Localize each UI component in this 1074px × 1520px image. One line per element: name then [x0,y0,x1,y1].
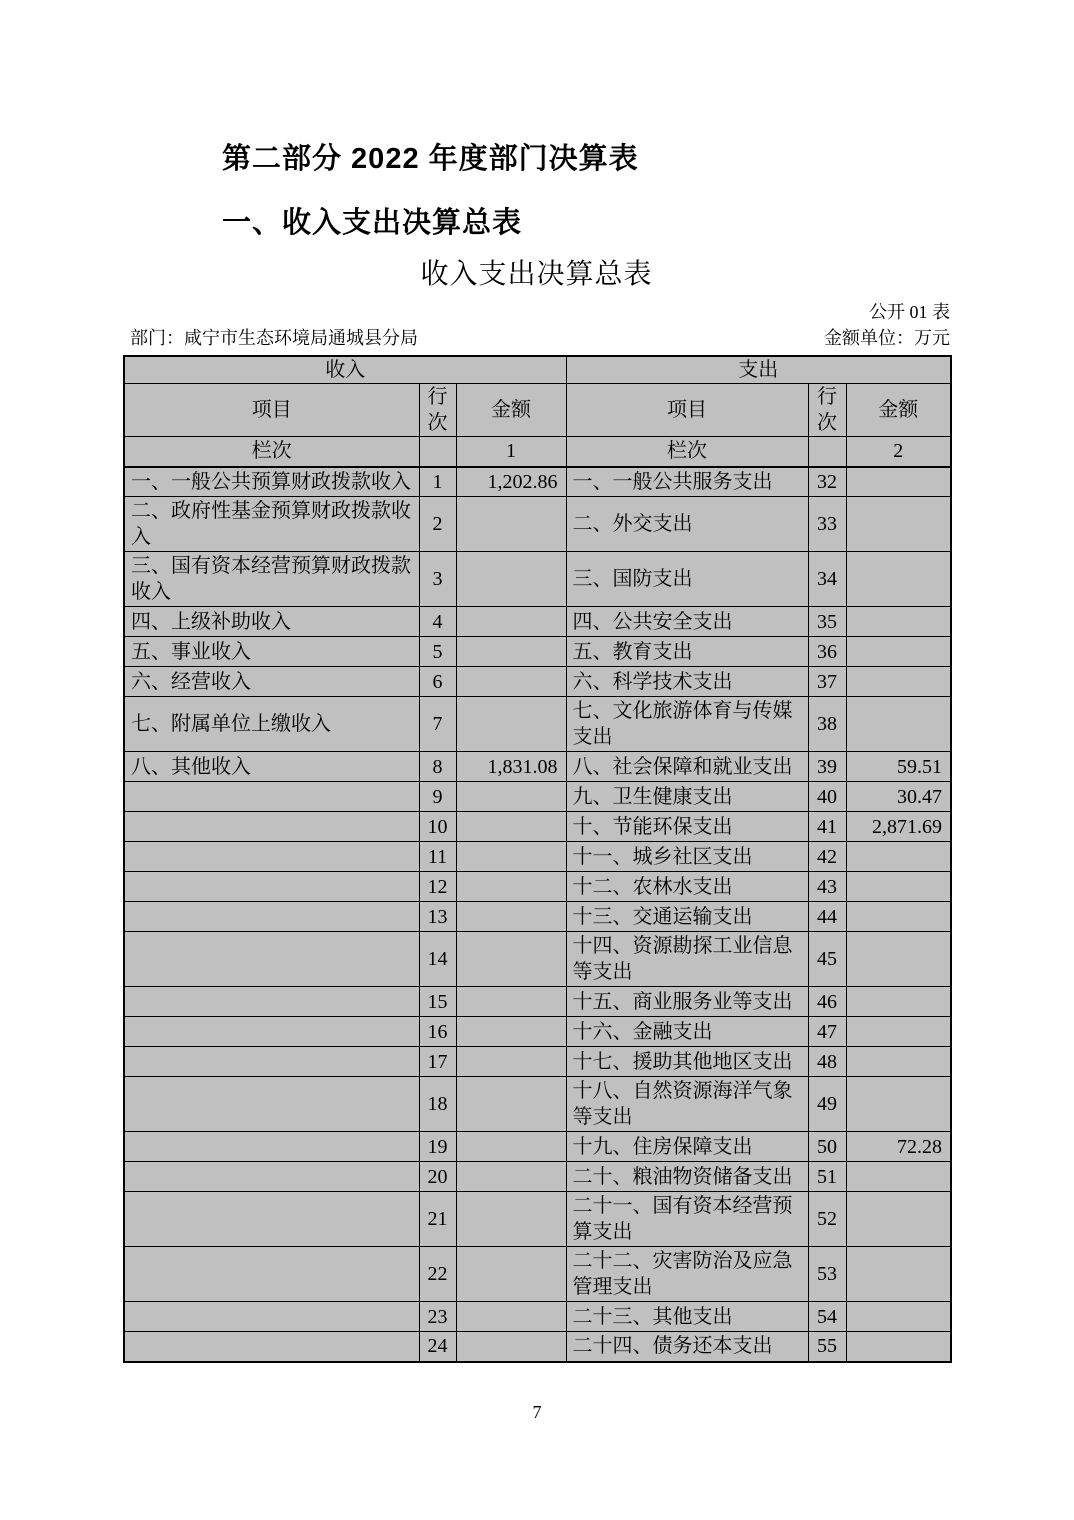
subsection-title: 一、收入支出决算总表 [222,207,523,239]
expense-rownum-cell: 52 [808,1192,846,1247]
income-amount-cell [456,812,566,842]
income-rownum-cell: 19 [419,1132,456,1162]
table-row [124,1077,951,1132]
table-row [124,842,951,872]
expense-column-index: 2 [846,437,951,467]
income-amount-cell [456,842,566,872]
expense-amount-cell [846,467,951,497]
expense-item-cell: 二十四、债务还本支出 [566,1332,808,1362]
table-row [124,782,951,812]
expense-amount-cell: 30.47 [846,782,951,812]
expense-amount-cell [846,1162,951,1192]
expense-item-cell: 十一、城乡社区支出 [566,842,808,872]
table-row [124,1332,951,1362]
income-amount-cell [456,697,566,752]
income-item-cell: 五、事业收入 [124,637,419,667]
income-amount-cell [456,1332,566,1362]
expense-item-cell: 三、国防支出 [566,552,808,607]
income-amount-cell [456,932,566,987]
income-item-cell: 三、国有资本经营预算财政拨款收入 [124,552,419,607]
expense-rownum-cell: 55 [808,1332,846,1362]
income-item-cell [124,932,419,987]
income-item-cell [124,872,419,902]
income-amount-cell [456,872,566,902]
expense-rownum-cell: 46 [808,987,846,1017]
expense-amount-cell [846,637,951,667]
table-code-label: 公开 01 表 [869,302,950,322]
income-amount-cell [456,1047,566,1077]
income-item-cell [124,782,419,812]
expense-amount-cell [846,842,951,872]
income-item-cell [124,1132,419,1162]
income-item-cell [124,842,419,872]
income-amount-cell: 1,831.08 [456,752,566,782]
expense-item-cell: 一、一般公共服务支出 [566,467,808,497]
expense-amount-cell [846,1332,951,1362]
income-rownum-cell: 22 [419,1247,456,1302]
expense-rownum-cell: 53 [808,1247,846,1302]
department-label: 部门：咸宁市生态环境局通城县分局 [130,328,418,348]
table-row [124,987,951,1017]
income-rownum-cell: 8 [419,752,456,782]
expense-rownum-cell: 48 [808,1047,846,1077]
section-title: 第二部分 2022 年度部门决算表 [222,143,639,175]
expense-item-cell: 十三、交通运输支出 [566,902,808,932]
expense-lanci-rownum-blank [808,437,846,467]
expense-rownum-cell: 49 [808,1077,846,1132]
income-lanci-label: 栏次 [124,437,419,467]
income-section-header: 收入 [124,356,566,384]
expense-amount-cell [846,497,951,552]
table-row [124,552,951,607]
table-row [124,1047,951,1077]
expense-amount-cell [846,987,951,1017]
expense-rownum-cell: 51 [808,1162,846,1192]
expense-item-cell: 八、社会保障和就业支出 [566,752,808,782]
expense-rownum-cell: 34 [808,552,846,607]
expense-rownum-cell: 42 [808,842,846,872]
expense-item-cell: 七、文化旅游体育与传媒支出 [566,697,808,752]
table-title: 收入支出决算总表 [420,259,653,290]
income-item-cell [124,1332,419,1362]
income-item-cell: 七、附属单位上缴收入 [124,697,419,752]
table-row [124,902,951,932]
income-amount-cell [456,1247,566,1302]
income-item-column-header: 项目 [124,384,419,437]
income-amount-column-header: 金额 [456,384,566,437]
expense-amount-cell [846,1047,951,1077]
expense-item-cell: 二十、粮油物资储备支出 [566,1162,808,1192]
expense-amount-cell [846,667,951,697]
expense-amount-cell [846,902,951,932]
table-row [124,812,951,842]
income-amount-cell [456,1192,566,1247]
income-rownum-cell: 18 [419,1077,456,1132]
income-amount-cell [456,782,566,812]
expense-amount-cell [846,1017,951,1047]
expense-lanci-label: 栏次 [566,437,808,467]
expense-rownum-cell: 41 [808,812,846,842]
income-rownum-cell: 17 [419,1047,456,1077]
income-rownum-cell: 16 [419,1017,456,1047]
income-column-index: 1 [456,437,566,467]
income-amount-cell [456,667,566,697]
table-row [124,932,951,987]
table-row [124,1302,951,1332]
income-rownum-cell: 4 [419,607,456,637]
income-item-cell [124,1017,419,1047]
income-rownum-cell: 21 [419,1192,456,1247]
table-row [124,1132,951,1162]
table-row [124,1247,951,1302]
expense-item-cell: 二十二、灾害防治及应急管理支出 [566,1247,808,1302]
table-row [124,752,951,782]
expense-rownum-cell: 36 [808,637,846,667]
income-rownum-cell: 12 [419,872,456,902]
expense-rownum-cell: 50 [808,1132,846,1162]
expense-item-cell: 九、卫生健康支出 [566,782,808,812]
table-row [124,697,951,752]
income-amount-cell [456,637,566,667]
income-item-cell [124,987,419,1017]
income-amount-cell [456,1162,566,1192]
expense-rownum-cell: 45 [808,932,846,987]
income-rownum-cell: 20 [419,1162,456,1192]
expense-amount-cell: 72.28 [846,1132,951,1162]
expense-item-cell: 十五、商业服务业等支出 [566,987,808,1017]
expense-item-cell: 六、科学技术支出 [566,667,808,697]
page-number: 7 [532,1402,542,1422]
table-row [124,637,951,667]
income-rownum-cell: 23 [419,1302,456,1332]
expense-item-cell: 十九、住房保障支出 [566,1132,808,1162]
table-row [124,607,951,637]
expense-rownum-cell: 40 [808,782,846,812]
income-item-cell: 一、一般公共预算财政拨款收入 [124,467,419,497]
expense-amount-cell [846,607,951,637]
expense-rownum-cell: 54 [808,1302,846,1332]
income-item-cell [124,1192,419,1247]
income-amount-cell [456,1077,566,1132]
income-rownum-cell: 15 [419,987,456,1017]
expense-item-cell: 十、节能环保支出 [566,812,808,842]
expense-amount-cell [846,552,951,607]
income-amount-cell [456,1302,566,1332]
expense-rownum-cell: 43 [808,872,846,902]
expense-item-cell: 十二、农林水支出 [566,872,808,902]
expense-amount-cell [846,697,951,752]
expense-item-cell: 二十一、国有资本经营预算支出 [566,1192,808,1247]
table-row [124,667,951,697]
expense-rownum-cell: 33 [808,497,846,552]
income-item-cell [124,1047,419,1077]
income-rownum-cell: 13 [419,902,456,932]
income-item-cell [124,812,419,842]
income-rownum-cell: 1 [419,467,456,497]
expense-item-cell: 二十三、其他支出 [566,1302,808,1332]
income-amount-cell [456,552,566,607]
expense-amount-cell: 59.51 [846,752,951,782]
income-item-cell [124,902,419,932]
table-row [124,467,951,497]
income-rownum-cell: 6 [419,667,456,697]
income-amount-cell [456,497,566,552]
expense-item-cell: 十七、援助其他地区支出 [566,1047,808,1077]
expense-amount-cell: 2,871.69 [846,812,951,842]
income-item-cell [124,1247,419,1302]
expense-item-cell: 四、公共安全支出 [566,607,808,637]
income-rownum-cell: 7 [419,697,456,752]
expense-rownum-cell: 47 [808,1017,846,1047]
table-row [124,1017,951,1047]
income-rownum-cell: 3 [419,552,456,607]
income-rownum-cell: 24 [419,1332,456,1362]
income-rownum-cell: 2 [419,497,456,552]
expense-item-column-header: 项目 [566,384,808,437]
table-row [124,872,951,902]
income-rownum-column-header: 行次 [419,384,456,437]
table-meta-row [130,324,950,350]
expense-amount-column-header: 金额 [846,384,951,437]
income-rownum-cell: 9 [419,782,456,812]
income-amount-cell: 1,202.86 [456,467,566,497]
expense-amount-cell [846,1302,951,1332]
income-expense-summary-table [123,355,952,1363]
table-row [124,1162,951,1192]
table-row [124,1192,951,1247]
unit-label: 金额单位：万元 [824,328,950,348]
income-lanci-rownum-blank [419,437,456,467]
expense-amount-cell [846,1077,951,1132]
expense-rownum-cell: 35 [808,607,846,637]
expense-rownum-cell: 32 [808,467,846,497]
expense-amount-cell [846,872,951,902]
income-amount-cell [456,607,566,637]
expense-item-cell: 十六、金融支出 [566,1017,808,1047]
expense-rownum-cell: 44 [808,902,846,932]
expense-item-cell: 五、教育支出 [566,637,808,667]
income-rownum-cell: 10 [419,812,456,842]
expense-rownum-column-header: 行次 [808,384,846,437]
income-item-cell: 六、经营收入 [124,667,419,697]
expense-rownum-cell: 37 [808,667,846,697]
income-rownum-cell: 11 [419,842,456,872]
expense-item-cell: 十四、资源勘探工业信息等支出 [566,932,808,987]
income-amount-cell [456,987,566,1017]
income-item-cell [124,1077,419,1132]
income-item-cell: 八、其他收入 [124,752,419,782]
table-lanci-row [124,437,951,467]
expense-rownum-cell: 38 [808,697,846,752]
income-amount-cell [456,1017,566,1047]
income-amount-cell [456,902,566,932]
expense-amount-cell [846,1192,951,1247]
income-item-cell: 四、上级补助收入 [124,607,419,637]
table-row [124,497,951,552]
income-item-cell [124,1302,419,1332]
expense-item-cell: 二、外交支出 [566,497,808,552]
income-item-cell: 二、政府性基金预算财政拨款收入 [124,497,419,552]
expense-section-header: 支出 [566,356,951,384]
expense-rownum-cell: 39 [808,752,846,782]
table-column-header-row [124,384,951,437]
expense-amount-cell [846,1247,951,1302]
income-item-cell [124,1162,419,1192]
expense-item-cell: 十八、自然资源海洋气象等支出 [566,1077,808,1132]
income-rownum-cell: 5 [419,637,456,667]
income-rownum-cell: 14 [419,932,456,987]
expense-amount-cell [846,932,951,987]
income-amount-cell [456,1132,566,1162]
table-section-header-row [124,356,951,384]
